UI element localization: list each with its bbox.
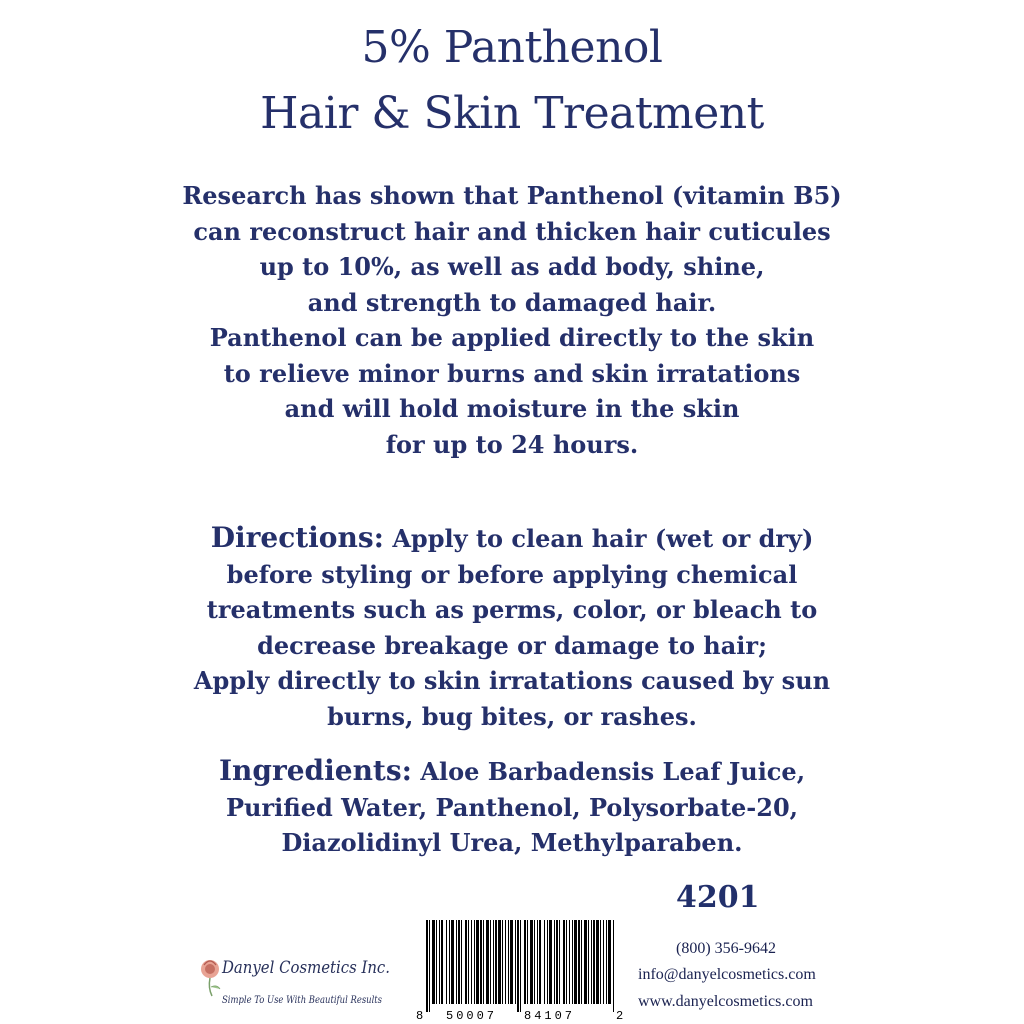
barcode-bar — [563, 920, 565, 1004]
barcode-bar — [600, 920, 601, 1004]
product-title-line-1: 5% Panthenol — [361, 22, 663, 73]
barcode-bar — [490, 920, 491, 1004]
ingredients-line: Purified Water, Panthenol, Polysorbate-20, — [225, 792, 799, 822]
barcode-bar — [554, 920, 555, 1004]
barcode-bar — [544, 920, 545, 1004]
barcode — [412, 914, 626, 1024]
barcode-bar — [471, 920, 472, 1004]
barcode-bar — [510, 920, 513, 1004]
contact-email: info@danyelcosmetics.com — [638, 966, 816, 983]
barcode-bar — [578, 920, 580, 1004]
barcode-bar — [493, 920, 494, 1004]
barcode-bar — [608, 920, 611, 1004]
barcode-digit-system: 8 — [416, 1009, 424, 1023]
barcode-bar — [436, 920, 437, 1004]
barcode-bar — [451, 920, 454, 1004]
barcode-bar — [502, 920, 503, 1004]
barcode-bar — [588, 920, 589, 1004]
barcode-digits-right: 84107 — [524, 1009, 576, 1023]
directions-line: decrease breakage or damage to hair; — [257, 630, 767, 660]
research-line: Panthenol can be applied directly to the skin — [209, 323, 815, 352]
barcode-bar — [480, 920, 482, 1004]
barcode-bar — [449, 920, 450, 1004]
barcode-bar — [572, 920, 573, 1004]
research-line: can reconstruct hair and thicken hair cuticules — [193, 216, 831, 246]
directions-line: Apply directly to skin irratations caused by sun — [193, 666, 831, 695]
directions-label: Directions: — [210, 521, 384, 554]
brand-name: Danyel Cosmetics Inc. — [221, 958, 390, 978]
barcode-digit-check: 2 — [616, 1009, 624, 1023]
barcode-bar — [559, 920, 560, 1004]
research-line: and strength to damaged hair. — [307, 287, 717, 317]
barcode-bar — [591, 920, 592, 1004]
barcode-bar — [584, 920, 587, 1004]
contact-phone: (800) 356-9642 — [676, 940, 776, 957]
barcode-bar — [474, 920, 475, 1004]
product-title-line-2: Hair & Skin Treatment — [260, 88, 764, 139]
research-paragraph — [0, 178, 1024, 462]
ingredients-line: Diazolidinyl Urea, Methylparaben. — [281, 828, 743, 857]
barcode-bar — [468, 920, 469, 1004]
barcode-bar — [520, 920, 521, 1012]
barcode-bar — [539, 920, 541, 1004]
barcode-bar — [432, 920, 435, 1004]
barcode-bar — [569, 920, 570, 1004]
ingredients-first-text: Aloe Barbadensis Leaf Juice, — [420, 757, 806, 786]
barcode-bar — [534, 920, 535, 1004]
directions-first-text: Apply to clean hair (wet or dry) — [392, 524, 814, 553]
barcode-bar — [426, 920, 428, 1012]
product-code: 4201 — [676, 880, 760, 915]
barcode-bar — [508, 920, 509, 1004]
barcode-bar — [527, 920, 528, 1004]
contact-website: www.danyelcosmetics.com — [638, 993, 813, 1010]
barcode-bar — [495, 920, 497, 1004]
barcode-bar — [556, 920, 558, 1004]
barcode-bar — [456, 920, 457, 1004]
barcode-bar — [593, 920, 595, 1004]
barcode-digits-left: 50007 — [446, 1009, 498, 1023]
directions-paragraph — [0, 520, 1024, 734]
barcode-bar — [596, 920, 599, 1004]
barcode-bar — [537, 920, 538, 1004]
barcode-bar — [498, 920, 501, 1004]
research-line: and will hold moisture in the skin — [284, 394, 740, 423]
research-line: up to 10%, as well as add body, shine, — [259, 252, 765, 281]
barcode-bar — [486, 920, 489, 1004]
barcode-bar — [446, 920, 447, 1004]
directions-line: before styling or before applying chemical — [226, 559, 798, 589]
barcode-bar — [429, 920, 430, 1012]
directions-line: treatments such as perms, color, or bleach to — [206, 595, 818, 624]
barcode-bar — [458, 920, 460, 1004]
research-line: Research has shown that Panthenol (vitamin B5) — [182, 181, 842, 210]
barcode-bar — [439, 920, 440, 1004]
research-line: to relieve minor burns and skin irratations — [223, 358, 801, 388]
ingredients-first-line — [0, 753, 1024, 790]
directions-line: burns, bug bites, or rashes. — [327, 701, 697, 731]
barcode-bar — [606, 920, 607, 1004]
barcode-bar — [613, 920, 614, 1012]
barcode-bar — [476, 920, 479, 1004]
barcode-bar — [465, 920, 467, 1004]
barcode-bar — [530, 920, 533, 1004]
barcode-bar — [461, 920, 462, 1004]
barcode-bar — [547, 920, 548, 1004]
barcode-bar — [505, 920, 506, 1004]
barcode-bar — [517, 920, 519, 1012]
barcode-bar — [566, 920, 567, 1004]
barcode-bar — [515, 920, 516, 1004]
barcode-bar — [549, 920, 552, 1004]
ingredients-paragraph — [0, 753, 1024, 861]
barcode-bar — [574, 920, 577, 1004]
barcode-bar — [483, 920, 484, 1004]
barcode-bar — [603, 920, 604, 1004]
brand-tagline: Simple To Use With Beautiful Results — [222, 995, 382, 1006]
ingredients-label: Ingredients: — [218, 754, 412, 787]
research-line: for up to 24 hours. — [385, 429, 639, 459]
brand-logo — [196, 935, 396, 1015]
barcode-bar — [524, 920, 526, 1004]
barcode-bar — [581, 920, 582, 1004]
directions-first-line — [0, 520, 1024, 557]
barcode-bar — [441, 920, 443, 1004]
rose-icon — [201, 960, 220, 996]
